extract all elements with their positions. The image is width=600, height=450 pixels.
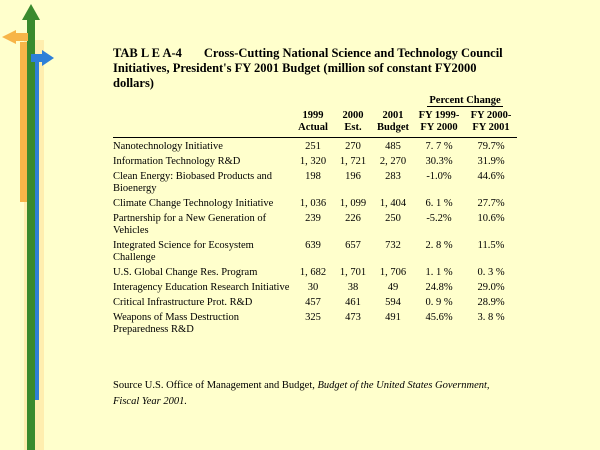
row-1999: 30 xyxy=(307,282,319,293)
row-1999: 251 xyxy=(305,141,321,152)
row-pct1: 24.8% xyxy=(425,282,453,293)
row-1999: 198 xyxy=(305,171,321,182)
row-pct1: 2. 8 % xyxy=(425,240,453,251)
orange-arrow-shaft xyxy=(14,33,28,41)
row-name: Critical Infrastructure Prot. R&D xyxy=(113,297,253,308)
row-name: Interagency Education Research Initiative xyxy=(113,282,290,293)
table-row xyxy=(113,279,517,294)
row-1999: 1, 682 xyxy=(299,267,327,278)
row-name: Weapons of Mass Destruction Preparedness R&D xyxy=(113,312,240,335)
table-row xyxy=(113,210,517,237)
row-2001: 250 xyxy=(385,213,401,224)
row-2000: 473 xyxy=(345,312,361,323)
row-1999: 457 xyxy=(305,297,321,308)
blue-arrow-right-icon xyxy=(42,50,54,66)
header-actual: Actual xyxy=(298,122,328,133)
row-2000: 38 xyxy=(347,282,359,293)
row-pct1: 30.3% xyxy=(425,156,453,167)
row-pct2: 28.9% xyxy=(477,297,505,308)
row-2001: 1, 404 xyxy=(379,198,407,209)
row-pct1: 7. 7 % xyxy=(425,141,453,152)
row-1999: 639 xyxy=(305,240,321,251)
percent-header-row xyxy=(113,95,517,107)
row-1999: 325 xyxy=(305,312,321,323)
green-bar xyxy=(27,18,35,450)
header-fy2000: FY 2000 xyxy=(420,122,458,133)
source-title: Budget of the United States Government, Fiscal Year 2001. xyxy=(113,380,490,407)
row-pct2: 79.7% xyxy=(477,141,505,152)
row-pct2: 0. 3 % xyxy=(477,267,505,278)
header-1999: 1999 xyxy=(302,110,324,121)
table-row xyxy=(113,264,517,279)
row-pct1: -1.0% xyxy=(426,171,452,182)
row-2001: 1, 706 xyxy=(379,267,407,278)
table-row xyxy=(113,294,517,309)
header-row-top xyxy=(113,107,517,122)
row-pct2: 11.5% xyxy=(477,240,505,251)
row-pct2: 29.0% xyxy=(477,282,505,293)
row-2000: 226 xyxy=(345,213,361,224)
header-budget: Budget xyxy=(376,122,410,133)
table-title-text: Cross-Cutting National Science and Technology Council Initiatives, President's FY 2001 Budget (million sof constant FY2000 dollars) xyxy=(113,46,503,90)
header-est: Est. xyxy=(344,122,362,133)
row-2000: 1, 099 xyxy=(339,198,367,209)
row-pct2: 27.7% xyxy=(477,198,505,209)
row-pct1: -5.2% xyxy=(426,213,452,224)
row-name: Partnership for a New Generation of Vehicles xyxy=(113,213,267,236)
table-title xyxy=(113,46,513,91)
row-pct2: 44.6% xyxy=(477,171,505,182)
table-row xyxy=(113,309,517,336)
table-row xyxy=(113,138,517,154)
source-prefix: Source U.S. Office of Management and Budget, xyxy=(113,380,315,391)
header-2000: 2000 xyxy=(342,110,364,121)
row-2000: 1, 701 xyxy=(339,267,367,278)
row-name: Climate Change Technology Initiative xyxy=(113,198,274,209)
row-2001: 485 xyxy=(385,141,401,152)
row-2000: 196 xyxy=(345,171,361,182)
row-pct1: 6. 1 % xyxy=(425,198,453,209)
row-pct1: 45.6% xyxy=(425,312,453,323)
row-pct2: 31.9% xyxy=(477,156,505,167)
header-2001: 2001 xyxy=(382,110,404,121)
source-note xyxy=(113,378,493,410)
row-name: U.S. Global Change Res. Program xyxy=(113,267,258,278)
row-2001: 594 xyxy=(385,297,401,308)
row-name: Clean Energy: Biobased Products and Bioenergy xyxy=(113,171,273,194)
table-row xyxy=(113,153,517,168)
row-2000: 461 xyxy=(345,297,361,308)
row-pct2: 3. 8 % xyxy=(477,312,505,323)
row-2000: 1, 721 xyxy=(339,156,367,167)
percent-change-header: Percent Change xyxy=(429,95,501,106)
row-name: Information Technology R&D xyxy=(113,156,241,167)
header-pct2: FY 2000- xyxy=(470,110,512,121)
row-pct1: 1. 1 % xyxy=(425,267,453,278)
row-pct1: 0. 9 % xyxy=(425,297,453,308)
row-name: Integrated Science for Ecosystem Challenge xyxy=(113,240,254,263)
orange-bar xyxy=(20,42,28,202)
row-name: Nanotechnology Initiative xyxy=(113,141,223,152)
header-fy2001: FY 2001 xyxy=(472,122,510,133)
data-table xyxy=(113,95,517,336)
green-arrow-up-icon xyxy=(22,4,40,20)
decorative-bars xyxy=(0,0,60,450)
row-2001: 732 xyxy=(385,240,401,251)
row-2000: 657 xyxy=(345,240,361,251)
table-id: TAB L E A-4 xyxy=(113,46,182,60)
table-row xyxy=(113,195,517,210)
table-row xyxy=(113,168,517,195)
orange-arrow-left-icon xyxy=(2,30,16,44)
row-2001: 283 xyxy=(385,171,401,182)
row-2001: 491 xyxy=(385,312,401,323)
table-row xyxy=(113,237,517,264)
blue-arrow-shaft xyxy=(31,54,43,62)
row-2001: 2, 270 xyxy=(379,156,407,167)
header-pct1: FY 1999- xyxy=(418,110,460,121)
row-1999: 1, 036 xyxy=(299,198,327,209)
table-body xyxy=(113,138,517,337)
header-row-bottom xyxy=(113,122,517,137)
row-2001: 49 xyxy=(387,282,399,293)
row-pct2: 10.6% xyxy=(477,213,505,224)
row-1999: 1, 320 xyxy=(299,156,327,167)
row-2000: 270 xyxy=(345,141,361,152)
row-1999: 239 xyxy=(305,213,321,224)
